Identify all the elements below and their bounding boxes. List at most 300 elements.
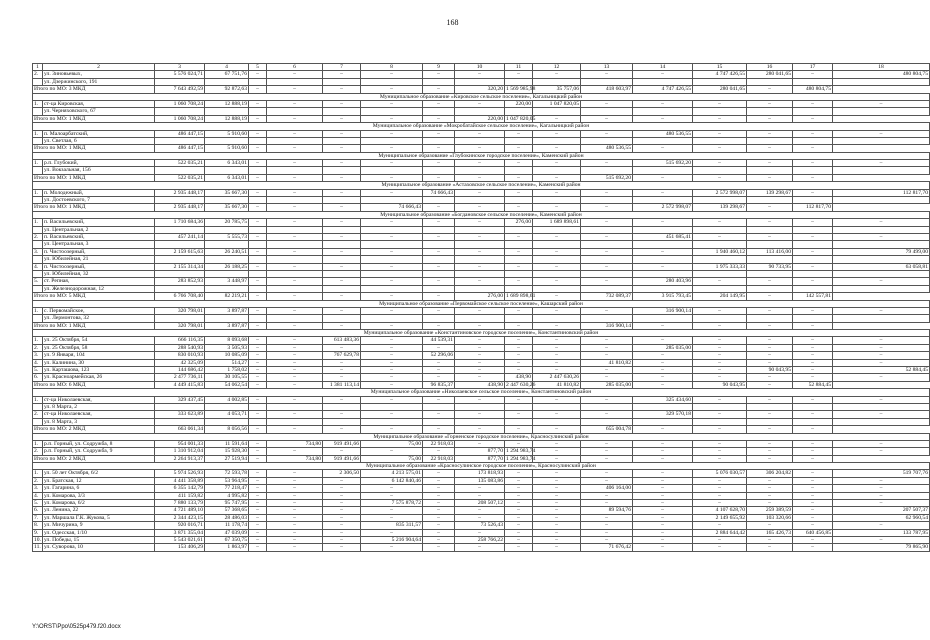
table-cell: 7 575 878,72 [361, 500, 423, 507]
table-cell: – [323, 492, 361, 499]
table-row [33, 514, 930, 521]
table-cell: 1 310 912,04 [155, 448, 205, 455]
table-cell: 1. [33, 396, 43, 403]
table-cell: – [361, 448, 423, 455]
table-cell: – [423, 307, 455, 314]
total-cell: 7 643 492,59 [155, 86, 205, 93]
table-cell: – [793, 522, 833, 529]
table-cell: 67 751,76 [205, 71, 249, 78]
table-cell [793, 285, 833, 292]
table-cell [833, 256, 930, 263]
table-cell: – [793, 374, 833, 381]
total-cell: 4 747 426,55 [633, 86, 693, 93]
table-cell: – [633, 477, 693, 484]
table-cell: – [633, 529, 693, 536]
total-cell: – [747, 174, 793, 181]
table-cell: – [423, 248, 455, 255]
total-cell: – [267, 426, 323, 433]
total-cell: 6 766 708,40 [155, 293, 205, 300]
total-row [33, 174, 930, 181]
table-cell [633, 256, 693, 263]
table-row [33, 100, 930, 107]
column-number-cell: 12 [533, 64, 581, 71]
total-cell: 204 149,95 [693, 293, 747, 300]
table-cell: 26 240,51 [205, 248, 249, 255]
table-cell: 4 747 426,55 [693, 71, 747, 78]
table-cell: ул. Черняховского, 67 [43, 108, 155, 115]
table-cell [633, 78, 693, 85]
table-cell [693, 137, 747, 144]
table-cell [205, 418, 249, 425]
total-cell: 2 447 630,26 [506, 381, 536, 388]
table-cell [505, 418, 533, 425]
table-cell [249, 285, 267, 292]
table-cell [455, 270, 505, 277]
table-cell: – [581, 189, 633, 196]
table-cell [33, 256, 43, 263]
data-table [32, 63, 930, 552]
table-cell: – [633, 492, 693, 499]
table-cell: – [323, 500, 361, 507]
column-number-cell: 2 [43, 64, 155, 71]
table-cell: 4. [33, 492, 43, 499]
table-cell: – [361, 396, 423, 403]
table-cell: – [581, 344, 633, 351]
total-cell: – [423, 174, 455, 181]
table-cell: 208 507,12 [455, 500, 505, 507]
total-cell: 655 004,78 [581, 426, 633, 433]
table-row [33, 130, 930, 137]
page-number: 168 [446, 18, 459, 27]
table-cell: – [581, 411, 633, 418]
column-number-cell: 15 [693, 64, 747, 71]
table-cell: – [423, 544, 455, 551]
total-cell: 41 810,82 [533, 381, 581, 388]
table-cell: 7 880 133,79 [155, 500, 205, 507]
table-cell: – [581, 396, 633, 403]
table-cell [505, 403, 533, 410]
total-cell: 1 381 113,14 [323, 381, 361, 388]
table-cell: – [793, 448, 833, 455]
table-cell [747, 108, 793, 115]
table-cell: – [323, 160, 361, 167]
total-cell: – [533, 293, 581, 300]
table-cell: – [793, 440, 833, 447]
total-cell: – [747, 204, 793, 211]
table-cell: – [455, 367, 505, 374]
total-cell: – [793, 426, 833, 433]
total-cell: – [747, 322, 793, 329]
total-cell: 90 043,95 [693, 381, 747, 388]
table-cell: – [455, 507, 505, 514]
table-cell [455, 108, 505, 115]
table-cell: – [267, 514, 323, 521]
total-cell: – [455, 174, 505, 181]
table-cell [693, 285, 747, 292]
table-cell: 6. [33, 374, 43, 381]
total-cell: – [323, 293, 361, 300]
total-cell: – [323, 426, 361, 433]
table-cell: 3. [33, 248, 43, 255]
table-cell: ул. Юбилейная, 21 [43, 256, 155, 263]
table-cell [533, 270, 581, 277]
table-cell: – [249, 492, 267, 499]
table-cell: – [793, 507, 833, 514]
table-cell: 734,80 [267, 440, 323, 447]
table-cell [455, 285, 505, 292]
table-cell: – [747, 100, 793, 107]
table-cell: ул. Карташова, 123 [43, 367, 155, 374]
table-cell: – [533, 344, 581, 351]
table-cell: 5. [33, 278, 43, 285]
table-cell [505, 256, 533, 263]
table-cell [33, 241, 43, 248]
table-cell: – [633, 514, 693, 521]
table-cell [249, 418, 267, 425]
table-cell: 47 039,09 [205, 529, 249, 536]
total-cell: – [249, 455, 267, 462]
table-cell [205, 285, 249, 292]
table-cell: – [423, 100, 455, 107]
table-cell: – [423, 507, 455, 514]
table-cell: – [323, 411, 361, 418]
table-cell [693, 270, 747, 277]
table-cell [455, 256, 505, 263]
table-cell: 73 526,43 [455, 522, 505, 529]
table-cell: – [581, 374, 633, 381]
table-cell: 1. [33, 100, 43, 107]
table-cell [205, 197, 249, 204]
table-cell: 835 311,57 [361, 522, 423, 529]
table-cell [267, 256, 323, 263]
table-cell: – [249, 396, 267, 403]
table-cell: – [533, 507, 581, 514]
table-cell: 103 320,66 [747, 514, 793, 521]
total-cell: 515 692,20 [581, 174, 633, 181]
table-cell: 2 306,50 [323, 470, 361, 477]
table-cell: 4 107 628,70 [693, 507, 747, 514]
table-cell: – [793, 359, 833, 366]
table-cell: 20 785,75 [205, 219, 249, 226]
table-row [33, 470, 930, 477]
table-cell [361, 418, 423, 425]
table-cell: – [249, 278, 267, 285]
table-cell [693, 108, 747, 115]
table-cell [155, 197, 205, 204]
total-cell: 1 060 708,24 [155, 115, 205, 122]
table-cell: – [581, 352, 633, 359]
table-cell: ул. 8 Марта, 3 [43, 418, 155, 425]
table-cell: – [533, 307, 581, 314]
table-cell [793, 418, 833, 425]
total-cell: – [581, 115, 633, 122]
table-cell: – [505, 344, 533, 351]
table-cell: – [833, 359, 930, 366]
table-cell: – [833, 440, 930, 447]
table-cell [155, 270, 205, 277]
table-cell: – [455, 544, 505, 551]
table-cell [323, 403, 361, 410]
table-cell: – [581, 233, 633, 240]
table-cell: – [249, 514, 267, 521]
table-cell: – [267, 130, 323, 137]
table-cell: 2. [33, 477, 43, 484]
table-cell [833, 403, 930, 410]
table-cell [155, 285, 205, 292]
table-cell: – [267, 219, 323, 226]
total-cell: 276,00 [455, 293, 505, 300]
table-cell [581, 256, 633, 263]
table-cell: ул. Комарова, 6/2 [43, 500, 155, 507]
table-cell [155, 108, 205, 115]
total-cell: 92 872,63 [205, 86, 249, 93]
table-row [33, 485, 930, 492]
total-row [33, 455, 930, 462]
table-cell: – [581, 160, 633, 167]
total-cell: – [323, 145, 361, 152]
table-cell: 44 539,31 [423, 337, 455, 344]
table-cell: – [747, 522, 793, 529]
total-cell: – [533, 145, 581, 152]
table-cell [205, 226, 249, 233]
table-cell [747, 78, 793, 85]
table-cell: 112 817,70 [833, 189, 930, 196]
table-cell: 133 787,95 [833, 529, 930, 536]
total-cell: 480 536,55 [581, 145, 633, 152]
table-cell: – [747, 537, 793, 544]
table-cell [205, 256, 249, 263]
table-cell: 954 001,33 [155, 440, 205, 447]
total-cell: – [423, 426, 455, 433]
table-cell: – [505, 411, 533, 418]
total-cell: 1 294 983,74 [506, 455, 536, 462]
table-cell [747, 403, 793, 410]
total-cell: – [323, 322, 361, 329]
table-cell [581, 285, 633, 292]
table-cell: – [455, 411, 505, 418]
table-cell: 285 035,00 [633, 344, 693, 351]
table-cell: 90 733,95 [747, 263, 793, 270]
table-cell [423, 78, 455, 85]
total-cell: – [533, 322, 581, 329]
table-cell [361, 403, 423, 410]
table-cell [833, 78, 930, 85]
table-cell: – [361, 219, 423, 226]
table-cell: ул. 9 Января, 104 [43, 352, 155, 359]
table-body [33, 64, 930, 552]
table-cell: – [693, 485, 747, 492]
table-cell: ул. Центральная, 3 [43, 241, 155, 248]
table-cell: – [633, 100, 693, 107]
table-cell: – [693, 278, 747, 285]
table-cell: ул. Братская, 12 [43, 477, 155, 484]
table-cell: – [833, 130, 930, 137]
total-cell: 3 915 793,45 [633, 293, 693, 300]
total-cell: 12 888,19 [205, 115, 249, 122]
table-cell [581, 270, 633, 277]
table-cell: – [581, 492, 633, 499]
table-cell: 1. [33, 189, 43, 196]
total-cell: – [249, 204, 267, 211]
table-cell [693, 197, 747, 204]
table-cell: – [581, 307, 633, 314]
table-cell: – [455, 374, 505, 381]
table-row [33, 411, 930, 418]
table-cell: ул. Красноармейская, 26 [43, 374, 155, 381]
table-cell: 165 426,73 [747, 529, 793, 536]
table-cell: 329 570,18 [633, 411, 693, 418]
column-number-cell: 18 [833, 64, 930, 71]
table-cell: 1 710 684,36 [155, 219, 205, 226]
table-cell [33, 78, 43, 85]
table-cell: – [633, 248, 693, 255]
table-cell: 283 852,93 [155, 278, 205, 285]
table-cell: – [505, 71, 533, 78]
section-row [33, 463, 930, 470]
table-cell [833, 226, 930, 233]
table-cell: 457 241,14 [155, 233, 205, 240]
total-cell: – [533, 204, 581, 211]
table-cell: – [455, 71, 505, 78]
table-cell: – [267, 189, 323, 196]
total-cell: – [693, 145, 747, 152]
table-cell: р.п. Горный, ул. Содружба, 9 [43, 448, 155, 455]
total-cell: 486 447,15 [155, 145, 205, 152]
total-cell: – [747, 86, 793, 93]
table-cell: – [455, 248, 505, 255]
table-cell [747, 418, 793, 425]
table-cell [323, 315, 361, 322]
table-cell: – [423, 278, 455, 285]
total-cell: – [267, 174, 323, 181]
table-cell: 35 667,30 [205, 189, 249, 196]
table-cell: 276,00 [505, 219, 533, 226]
table-cell: ул. Суворова, 10 [43, 544, 155, 551]
table-cell [361, 285, 423, 292]
table-row [33, 307, 930, 314]
table-cell: 4 721 489,10 [155, 507, 205, 514]
table-cell [833, 197, 930, 204]
table-row [33, 352, 930, 359]
table-cell: – [581, 248, 633, 255]
table-cell [533, 197, 581, 204]
table-cell [423, 285, 455, 292]
table-row [33, 241, 930, 248]
table-cell [267, 108, 323, 115]
table-cell: – [533, 248, 581, 255]
table-cell: – [323, 130, 361, 137]
table-cell: 514,27 [205, 359, 249, 366]
table-cell: – [423, 522, 455, 529]
table-cell: – [747, 233, 793, 240]
total-cell: – [747, 426, 793, 433]
table-cell: – [505, 537, 533, 544]
table-cell: – [533, 130, 581, 137]
table-cell: – [267, 278, 323, 285]
section-heading: Муниципальное образование «Первомайское сельское поселение», Кашарский район [33, 300, 930, 307]
table-cell [793, 256, 833, 263]
table-cell: 6. [33, 507, 43, 514]
table-cell: – [423, 485, 455, 492]
table-cell: – [693, 307, 747, 314]
section-row [33, 123, 930, 130]
table-cell: 8 093,68 [205, 337, 249, 344]
table-cell: – [249, 470, 267, 477]
table-cell [793, 403, 833, 410]
total-row [33, 426, 930, 433]
table-cell: 5. [33, 500, 43, 507]
table-cell: – [581, 219, 633, 226]
table-cell: 333 623,89 [155, 411, 205, 418]
table-row [33, 500, 930, 507]
table-cell: – [833, 396, 930, 403]
table-cell: – [693, 219, 747, 226]
table-cell [267, 315, 323, 322]
file-path-footer: Y:\ORST\Ppo\0525p479.f20.docx [32, 624, 121, 630]
table-cell [747, 241, 793, 248]
table-cell: – [581, 71, 633, 78]
table-cell [833, 418, 930, 425]
total-cell: 320,20 [455, 86, 505, 93]
table-cell [633, 197, 693, 204]
table-cell: – [423, 160, 455, 167]
table-cell [423, 197, 455, 204]
column-number-cell: 1 [33, 64, 43, 71]
table-cell: – [505, 522, 533, 529]
table-cell: – [633, 263, 693, 270]
table-cell: – [633, 367, 693, 374]
table-cell: – [361, 71, 423, 78]
table-cell: – [533, 440, 581, 447]
table-cell: – [793, 278, 833, 285]
table-cell [581, 403, 633, 410]
total-cell: 316 900,14 [581, 322, 633, 329]
table-cell: – [505, 233, 533, 240]
table-cell: 77 218,47 [205, 485, 249, 492]
table-cell: 306 204,82 [747, 470, 793, 477]
total-cell: – [633, 322, 693, 329]
table-cell: 113 416,00 [747, 248, 793, 255]
table-cell: – [455, 359, 505, 366]
table-cell [323, 256, 361, 263]
table-cell [793, 315, 833, 322]
column-number-cell: 3 [155, 64, 205, 71]
table-cell [323, 418, 361, 425]
table-cell [581, 137, 633, 144]
table-cell: 5. [33, 367, 43, 374]
total-cell: – [455, 204, 505, 211]
table-cell: – [693, 367, 747, 374]
table-cell: – [693, 440, 747, 447]
table-cell [361, 78, 423, 85]
table-cell [155, 137, 205, 144]
table-cell: 4 053,71 [205, 411, 249, 418]
table-cell: – [505, 492, 533, 499]
table-cell: – [533, 470, 581, 477]
table-cell: 8. [33, 522, 43, 529]
table-cell: ул. Одесская, 1/10 [43, 529, 155, 536]
section-heading: Муниципальное образование «Мокробатайское сельское поселение», Кагальницкий район [33, 123, 930, 130]
table-cell: – [833, 278, 930, 285]
table-cell: – [533, 477, 581, 484]
table-cell [581, 78, 633, 85]
table-cell: – [505, 440, 533, 447]
total-cell: – [505, 204, 533, 211]
table-row [33, 285, 930, 292]
table-cell: ул. 8 Марта, 2 [43, 403, 155, 410]
table-cell: 90 043,95 [747, 367, 793, 374]
table-cell: – [833, 374, 930, 381]
